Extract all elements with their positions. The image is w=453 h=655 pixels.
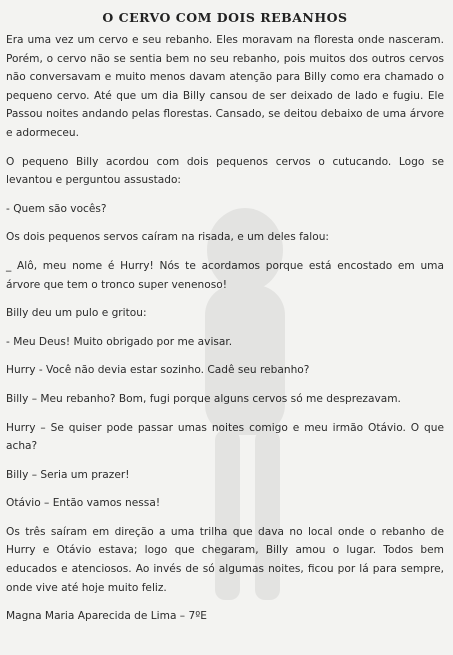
author-signature: Magna Maria Aparecida de Lima – 7ºE [6,610,207,623]
dialogue-hurry-intro: _ Alô, meu nome é Hurry! Nós te acordamos porque está encostado em uma árvore que tem o tronco super venenoso! [6,259,444,291]
dialogue-line: - Quem são vocês? [6,202,107,215]
paragraph-ending: Os três saíram em direção a uma trilha que dava no local onde o rebanho de Hurry e Otávio estava; logo que chegaram, Billy amou o lugar. Todos bem educados e atenciosos. Ao invés de só algumas noites, ficou por lá para sempre, onde vive até hoje muito feliz. [6,525,444,594]
paragraph-jump: Billy deu um pulo e gritou: [6,307,147,320]
paragraph-intro: Era uma vez um cervo e seu rebanho. Eles moravam na floresta onde nasceram. Porém, o cervo não se sentia bem no seu rebanho, pois muitos dos outros cervos não conversavam e muito menos davam atenção para Billy como era chamado o pequeno cervo. Até que um dia Billy cansou de ser deixado de lado e fugiu. Ele Passou noites andando pelas florestas. Cansado, se deitou debaixo de uma árvore e adormeceu. [6,34,444,139]
story-title: O CERVO COM DOIS REBANHOS [102,10,348,25]
dialogue-thanks: - Meu Deus! Muito obrigado por me avisar. [6,335,233,348]
paragraph-awakening: O pequeno Billy acordou com dois pequenos cervos o cutucando. Logo se levantou e perguntou assustado: [6,155,444,187]
dialogue-hurry-question: Hurry - Você não devia estar sozinho. Cadê seu rebanho? [6,364,310,377]
paragraph-laugh: Os dois pequenos servos caíram na risada, e um deles falou: [6,231,330,244]
dialogue-billy-accept: Billy – Seria um prazer! [6,468,130,481]
dialogue-hurry-invite: Hurry – Se quiser pode passar umas noites comigo e meu irmão Otávio. O que acha? [6,421,444,453]
dialogue-billy-answer: Billy – Meu rebanho? Bom, fugi porque alguns cervos só me desprezavam. [6,392,401,405]
dialogue-otavio: Otávio – Então vamos nessa! [6,497,161,510]
